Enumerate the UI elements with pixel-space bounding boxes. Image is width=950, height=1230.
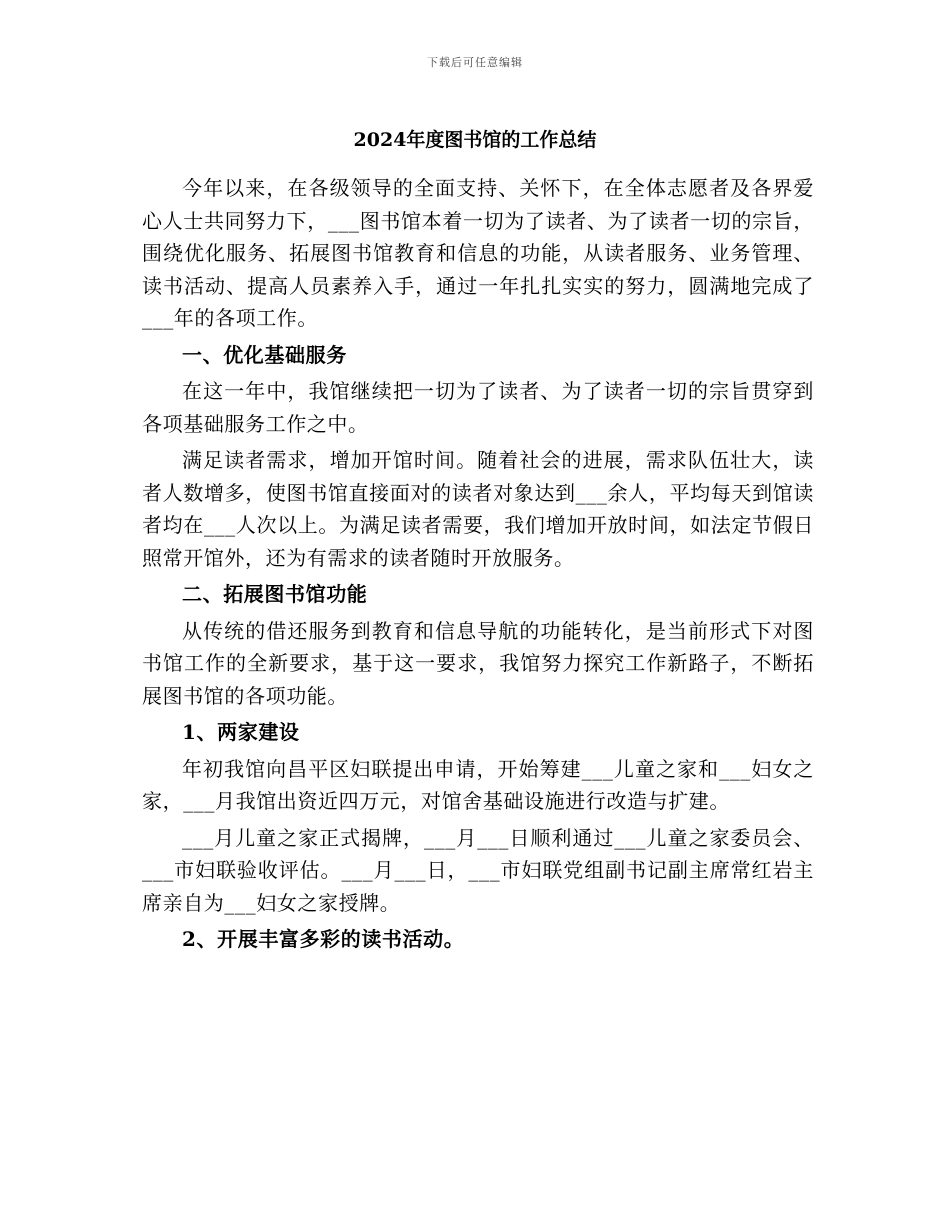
section2-paragraph-1: 从传统的借还服务到教育和信息导航的功能转化，是当前形式下对图书馆工作的全新要求，基于这一要求，我馆努力探究工作新路子，不断拓展图书馆的各项功能。 xyxy=(142,618,814,708)
section1-paragraph-1: 在这一年中，我馆继续把一切为了读者、为了读者一切的宗旨贯穿到各项基础服务工作之中。 xyxy=(142,379,814,436)
subsection1-paragraph-2: ___月儿童之家正式揭牌，___月___日顺利通过___儿童之家委员会、___市妇联验收评估。___月___日，___市妇联党组副书记副主席常红岩主席亲自为___妇女之家授牌。 xyxy=(142,825,814,915)
section-heading-2: 二、拓展图书馆功能 xyxy=(182,582,368,606)
document-body xyxy=(142,172,814,956)
header-note: 下载后可任意编辑 xyxy=(427,56,523,69)
subsection-heading-2: 2、开展丰富多彩的读书活动。 xyxy=(182,927,465,951)
document-title: 2024年度图书馆的工作总结 xyxy=(353,129,597,151)
subsection-heading-1: 1、两家建设 xyxy=(182,720,300,744)
intro-paragraph: 今年以来，在各级领导的全面支持、关怀下，在全体志愿者及各界爱心人士共同努力下，___图书馆本着一切为了读者、为了读者一切的宗旨，围绕优化服务、拓展图书馆教育和信息的功能，从读者服务、业务管理、读书活动、提高人员素养入手，通过一年扎扎实实的努力，圆满地完成了___年的各项工作。 xyxy=(142,176,814,330)
section1-paragraph-2: 满足读者需求，增加开馆时间。随着社会的进展，需求队伍壮大，读者人数增多，使图书馆直接面对的读者对象达到___余人，平均每天到馆读者均在___人次以上。为满足读者需要，我们增加开放时间，如法定节假日照常开馆外，还为有需求的读者随时开放服务。 xyxy=(142,448,814,570)
subsection1-paragraph-1: 年初我馆向昌平区妇联提出申请，开始筹建___儿童之家和___妇女之家，___月我馆出资近四万元，对馆舍基础设施进行改造与扩建。 xyxy=(142,756,814,813)
section-heading-1: 一、优化基础服务 xyxy=(182,342,347,367)
